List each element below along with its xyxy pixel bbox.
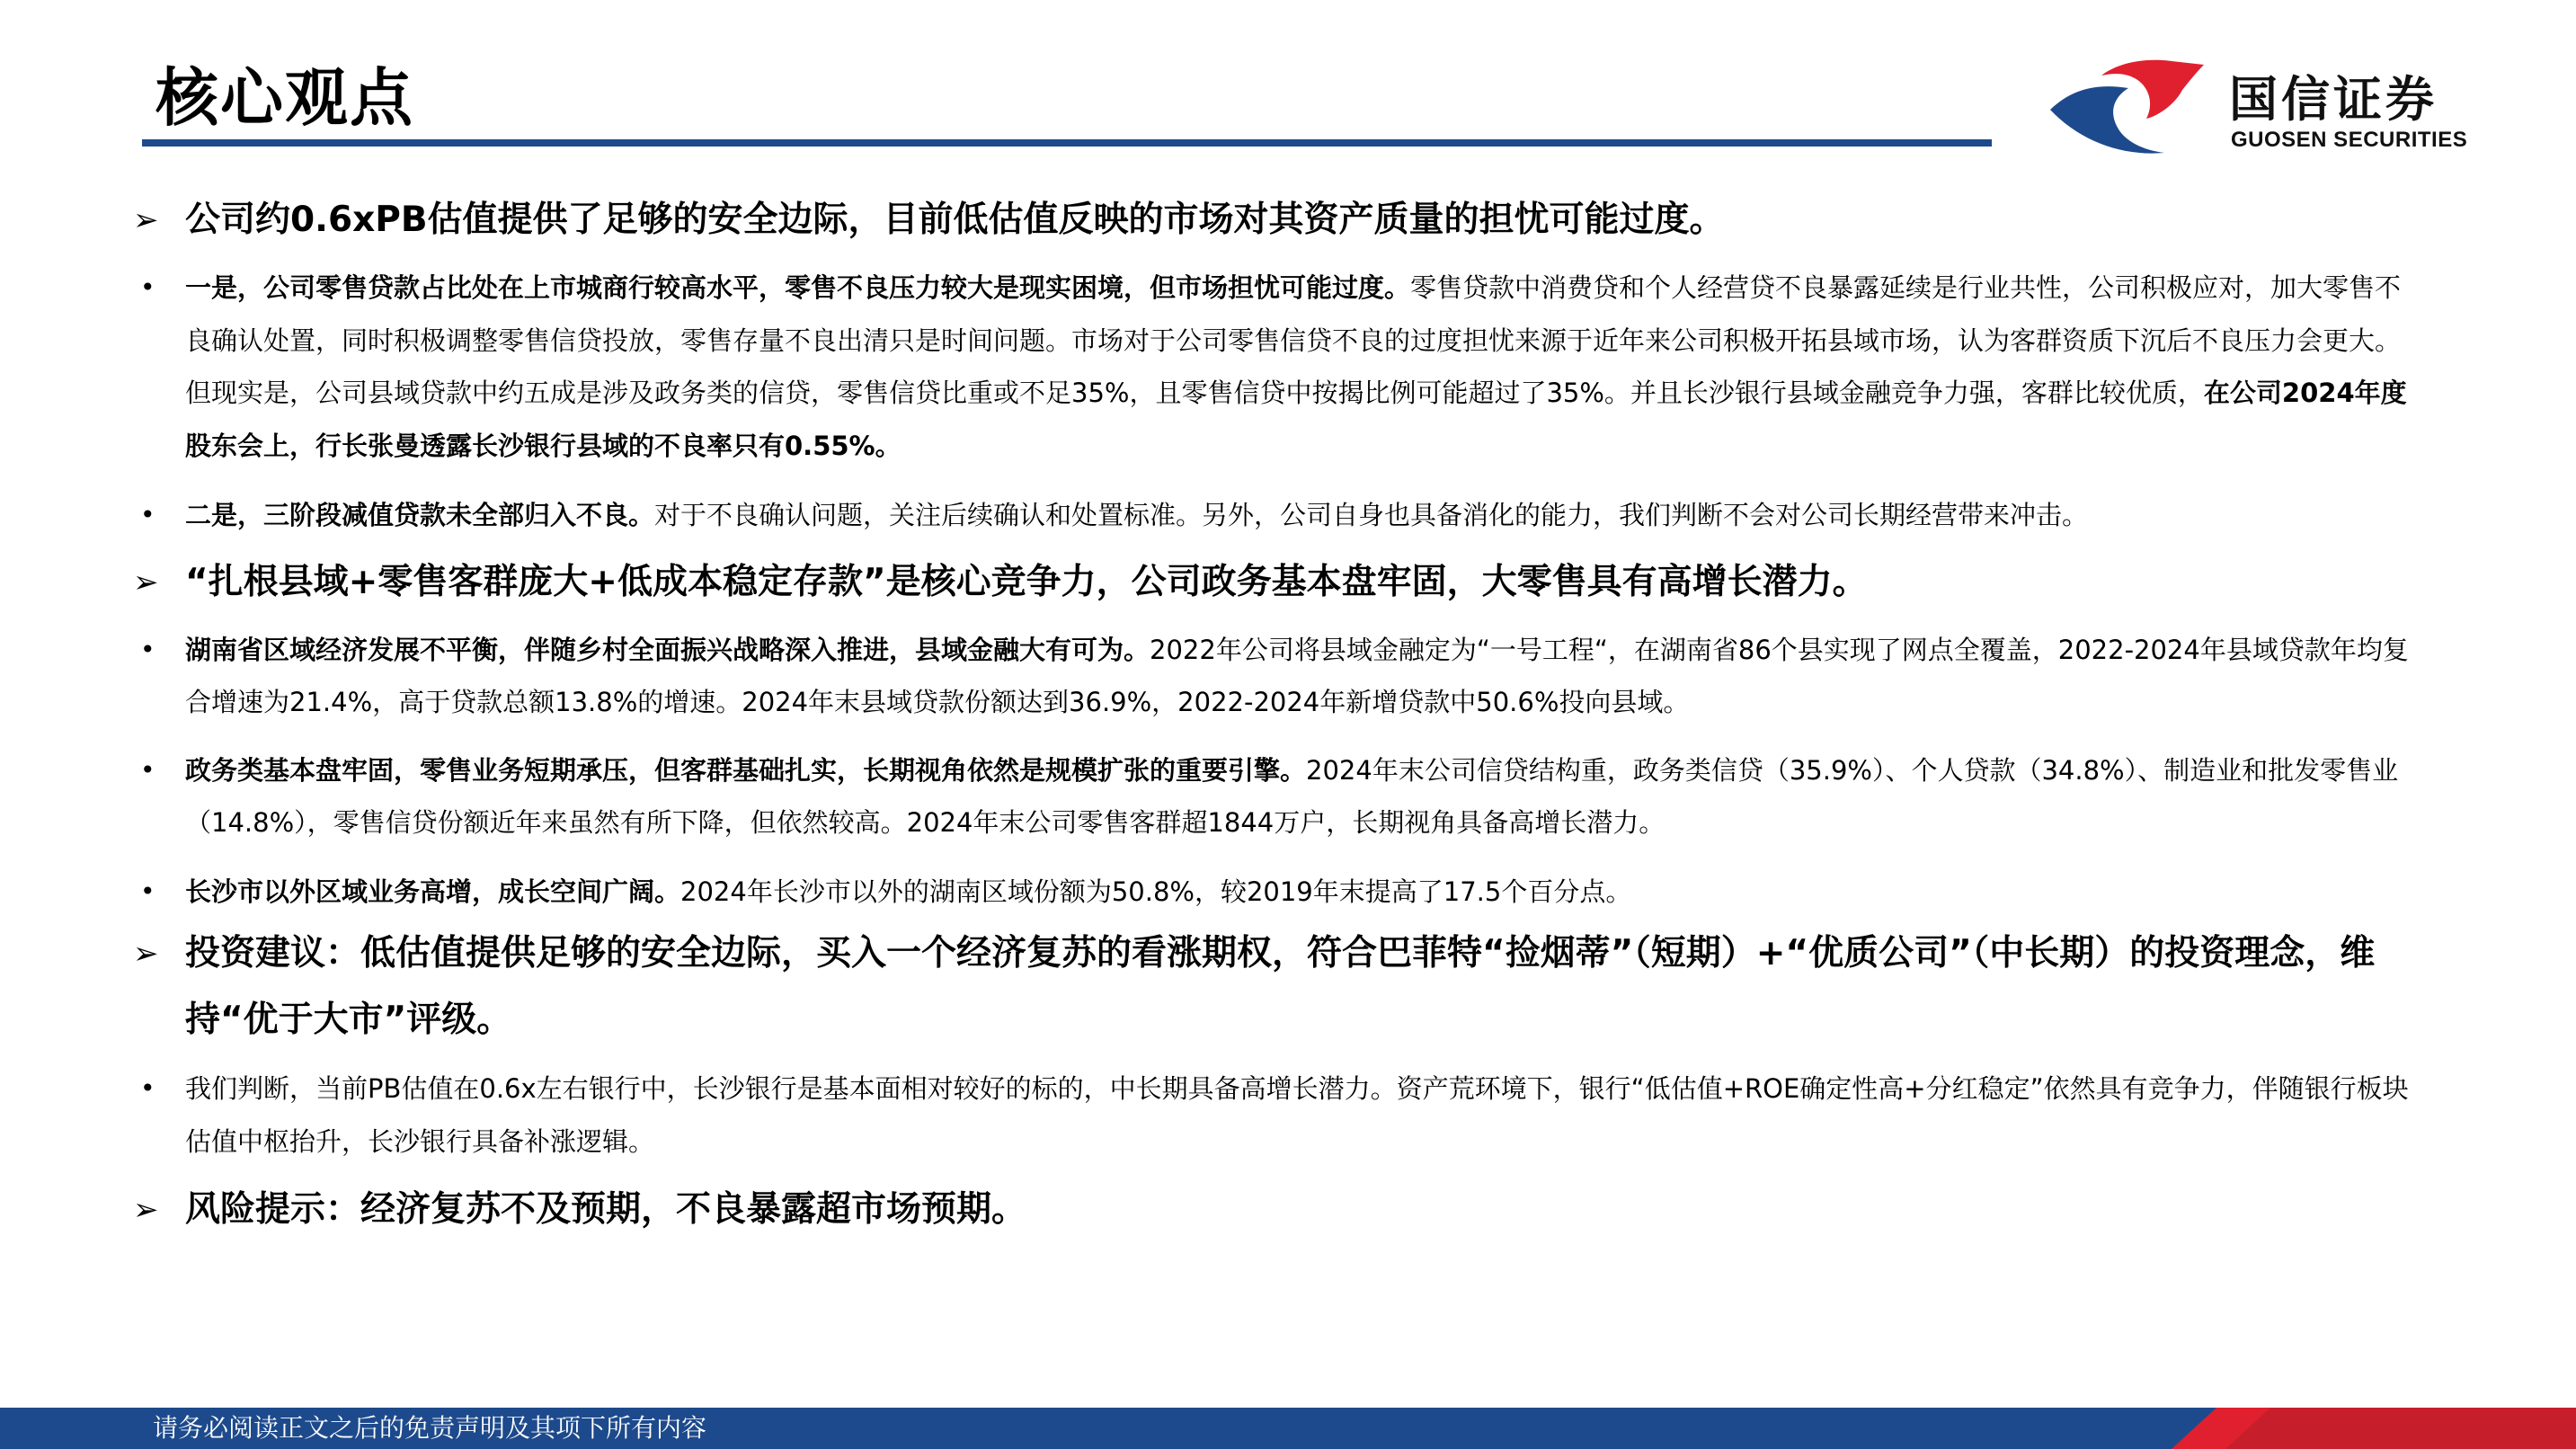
title-underline [142, 139, 1992, 147]
arrow-bullet-icon: ➢ [133, 936, 159, 972]
section-heading-investment [133, 920, 2416, 1053]
bullet-bold-text-2: 在公司2024年度股东会上，行长张曼透露长沙银行县域的不良率只有0.55%。 [185, 378, 2407, 461]
bullet-dot-icon: • [140, 876, 155, 906]
section-heading-risk [133, 1177, 2416, 1243]
section-heading-valuation [133, 187, 2416, 253]
arrow-bullet-icon: ➢ [133, 202, 159, 238]
bullet-bold-text: 一是，公司零售贷款占比处在上市城商行较高水平，零售不良压力较大是现实困境，但市场担忧可能过度。 [185, 272, 1411, 303]
bullet-dot-icon: • [140, 634, 155, 664]
bullet-text: 零售贷款中消费贷和个人经营贷不良暴露延续是行业共性，公司积极应对，加大零售不良确认处置，同时积极调整零售信贷投放，零售存量不良出清只是时间问题。市场对于公司零售信贷不良的过度担忧来源于近年来公司积极开拓县域市场，认为客群资质下沉后不良压力会更大。但现实是，公司县域贷款中约五成是涉及政务类的信贷，零售信贷比重或不足35%，且零售信贷中按揭比例可能超过了35%。并且长沙银行县域金融竞争力强，客群比较优质， [185, 272, 2402, 408]
bullet-bold-text: 二是，三阶段减值贷款未全部归入不良。 [185, 500, 655, 530]
heading-text: 投资建议：低估值提供足够的安全边际，买入一个经济复苏的看涨期权，符合巴菲特“捡烟蒂”（短期）+“优质公司”（中长期）的投资理念，维持“优于大市”评级。 [185, 933, 2376, 1040]
bullet-investment-judgement [133, 1062, 2416, 1168]
bullet-text: 对于不良确认问题，关注后续确认和处置标准。另外，公司自身也具备消化的能力，我们判断不会对公司长期经营带来冲击。 [654, 500, 2089, 530]
heading-text: “扎根县域+零售客群庞大+低成本稳定存款”是核心竞争力，公司政务基本盘牢固，大零售具有高增长潜力。 [185, 561, 1868, 602]
arrow-bullet-icon: ➢ [133, 564, 159, 600]
heading-text: 风险提示：经济复苏不及预期，不良暴露超市场预期。 [185, 1189, 1027, 1230]
bullet-dot-icon: • [140, 500, 155, 529]
guosen-logo-mark-icon [2046, 56, 2216, 155]
bullet-government-business [133, 744, 2416, 849]
page-title: 核心观点 [155, 61, 414, 135]
bullet-text: 2024年长沙市以外的湖南区域份额为50.8%，较2019年末提高了17.5个百分点。 [680, 876, 1632, 907]
bullet-bold-text: 政务类基本盘牢固，零售业务短期承压，但客群基础扎实，长期视角依然是规模扩张的重要引擎。 [185, 754, 1307, 786]
footer-bar [0, 1408, 2576, 1449]
arrow-bullet-icon: ➢ [133, 1192, 159, 1228]
bullet-county-finance [133, 624, 2416, 729]
bullet-text: 2024年末公司信贷结构重，政务类信贷（35.9%）、个人贷款（34.8%）、制造业和批发零售业（14.8%），零售信贷份额近年来虽然有所下降，但依然较高。2024年末公司零售客群超1844万户，长期视角具备高增长潜力。 [185, 754, 2399, 838]
bullet-bold-text: 长沙市以外区域业务高增，成长空间广阔。 [185, 876, 681, 907]
bullet-stage3-loans [133, 489, 2416, 542]
bullet-dot-icon: • [140, 272, 155, 302]
logo-text-cn: 国信证券 [2229, 71, 2438, 128]
heading-text: 公司约0.6xPB估值提供了足够的安全边际，目前低估值反映的市场对其资产质量的担忧可能过度。 [185, 200, 1725, 240]
bullet-dot-icon: • [140, 754, 155, 785]
bullet-retail-loans [133, 262, 2416, 472]
footer-stripe-decoration [1947, 1408, 2576, 1449]
bullet-outside-changsha [133, 866, 2416, 919]
logo-text-en: GUOSEN SECURITIES [2231, 128, 2468, 152]
bullet-dot-icon: • [140, 1073, 155, 1103]
guosen-logo [2046, 56, 2468, 164]
footer-disclaimer: 请务必阅读正文之后的免责声明及其项下所有内容 [153, 1413, 707, 1443]
bullet-text: 2022年公司将县域金融定为“一号工程“，在湖南省86个县实现了网点全覆盖，2022-2024年县域贷款年均复合增速为21.4%，高于贷款总额13.8%的增速。2024年末县域贷款份额达到36.9%，2022-2024年新增贷款中50.6%投向县域。 [185, 634, 2409, 717]
bullet-text: 我们判断，当前PB估值在0.6x左右银行中，长沙银行是基本面相对较好的标的，中长期具备高增长潜力。资产荒环境下，银行“低估值+ROE确定性高+分红稳定”依然具有竞争力，伴随银行板块估值中枢抬升，长沙银行具备补涨逻辑。 [185, 1073, 2409, 1157]
section-heading-competitiveness [133, 549, 2416, 616]
main-content [133, 187, 2416, 1243]
bullet-bold-text: 湖南省区域经济发展不平衡，伴随乡村全面振兴战略深入推进，县域金融大有可为。 [185, 634, 1150, 665]
